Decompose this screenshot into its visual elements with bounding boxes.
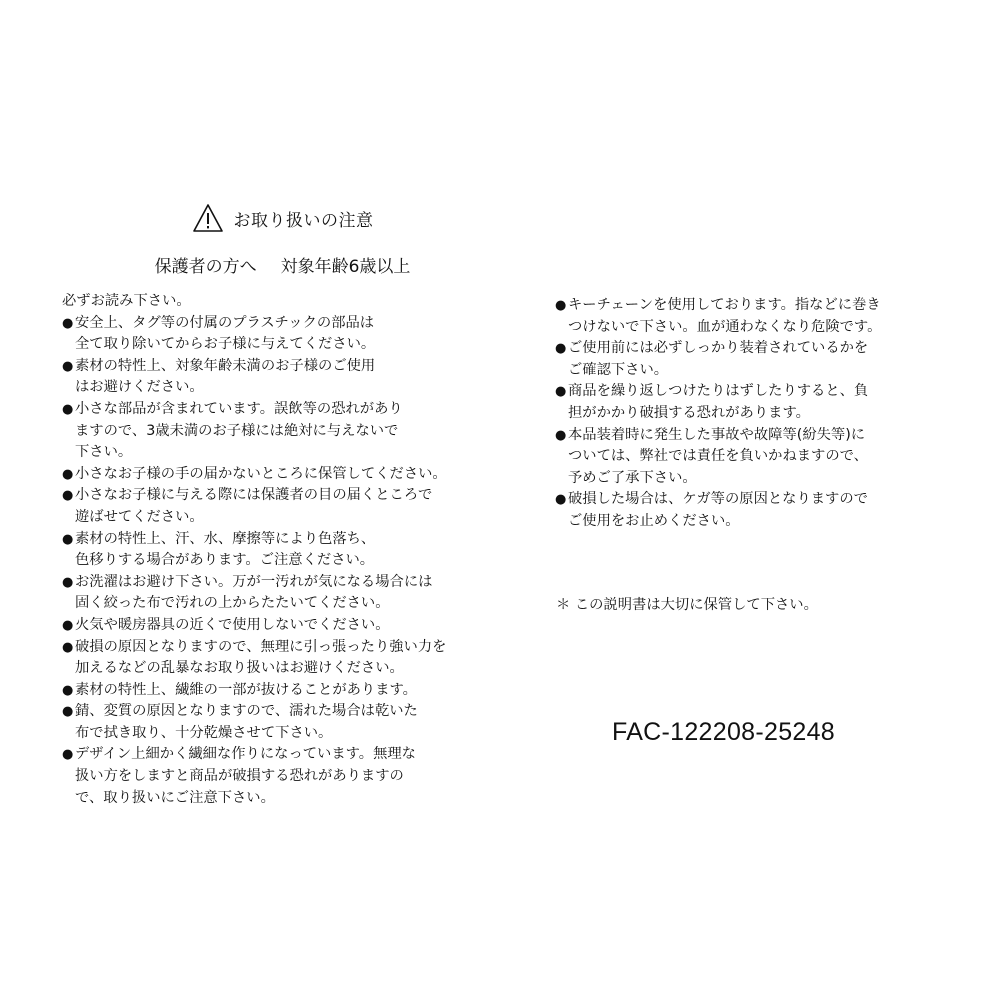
- product-code: FAC-122208-25248: [612, 718, 836, 746]
- caution-text-line: お洗濯はお避け下さい。万が一汚れが気になる場合には: [75, 573, 433, 590]
- caution-text-line: 遊ばせてください。: [75, 508, 204, 525]
- caution-text-line: ご使用前には必ずしっかり装着されているかを: [568, 340, 869, 357]
- guardian-label: 保護者の方へ: [154, 257, 257, 277]
- caution-text-line: 布で拭き取り、十分乾燥させて下さい。: [75, 724, 333, 741]
- caution-item: [62, 313, 462, 356]
- bullet-icon: ●: [62, 358, 74, 374]
- bullet-icon: ●: [62, 531, 74, 547]
- caution-text-line: 本品装着時に発生した事故や故障等(紛失等)に: [568, 426, 866, 443]
- age-label: 対象年齢6歳以上: [280, 257, 411, 277]
- caution-text-line: 小さな部品が含まれています。誤飲等の恐れがあり: [75, 400, 403, 417]
- caution-text-line: ついては、弊社では責任を負いかねますので、: [568, 448, 868, 465]
- bullet-icon: ●: [62, 574, 74, 590]
- bullet-icon: ●: [62, 466, 74, 482]
- caution-item: [62, 637, 462, 680]
- caution-item: [62, 399, 462, 464]
- caution-item: [62, 529, 462, 572]
- caution-text-line: キーチェーンを使用しております。指などに巻き: [568, 297, 881, 313]
- bullet-icon: ●: [62, 488, 74, 504]
- caution-text-line: 安全上、タグ等の付属のプラスチックの部品は: [75, 314, 375, 331]
- caution-item: [62, 701, 462, 744]
- subtitle-row: [0, 252, 565, 277]
- caution-text-line: 素材の特性上、繊維の一部が抜けることがあります。: [75, 681, 417, 698]
- caution-text-line: つけないで下さい。血が通わなくなり危険です。: [568, 318, 882, 335]
- bullet-icon: ●: [62, 639, 74, 655]
- caution-text-line: 小さなお子様の手の届かないところに保管してください。: [75, 465, 447, 482]
- caution-text-line: 小さなお子様に与える際には保護者の目の届くところで: [75, 487, 433, 504]
- caution-item: [555, 338, 945, 381]
- caution-item: [555, 295, 945, 338]
- caution-item: [555, 425, 945, 490]
- bullet-icon: ●: [555, 341, 567, 357]
- caution-text-line: はお避けください。: [75, 379, 204, 396]
- caution-text-line: 加えるなどの乱暴なお取り扱いはお避けください。: [75, 660, 404, 677]
- caution-item: [62, 485, 462, 528]
- bullet-icon: ●: [555, 384, 567, 400]
- bullet-icon: ●: [62, 315, 74, 331]
- left-column: [62, 291, 462, 809]
- caution-text-line: 予めご了承下さい。: [568, 469, 697, 486]
- caution-text-line: 色移りする場合があります。ご注意ください。: [75, 552, 375, 569]
- caution-item: [62, 464, 462, 486]
- caution-text-line: 担がかかり破損する恐れがあります。: [568, 404, 810, 421]
- title-row: [0, 200, 565, 236]
- left-item-list: [62, 313, 462, 810]
- caution-item: [62, 356, 462, 399]
- bullet-icon: ●: [62, 704, 74, 720]
- caution-text-line: 下さい。: [75, 444, 133, 461]
- caution-text-line: ご確認下さい。: [568, 361, 669, 378]
- intro-text: 必ずお読み下さい。: [62, 293, 191, 309]
- caution-item: [62, 744, 462, 809]
- caution-text-line: 素材の特性上、対象年齢未満のお子様のご使用: [75, 357, 376, 374]
- caution-text-line: 扱い方をしますと商品が破損する恐れがありますの: [75, 768, 404, 785]
- bullet-icon: ●: [555, 492, 567, 508]
- caution-item: [555, 489, 945, 532]
- storage-note: ＊ この説明書は大切に保管して下さい。: [556, 597, 818, 613]
- right-item-list: [555, 295, 945, 533]
- caution-text-line: 破損した場合は、ケガ等の原因となりますので: [568, 491, 868, 508]
- bullet-icon: ●: [555, 427, 567, 443]
- warning-triangle-icon: [192, 203, 224, 233]
- caution-text-line: 火気や暖房器具の近くで使用しないでください。: [75, 616, 390, 633]
- caution-text-line: 全て取り除いてからお子様に与えてください。: [75, 336, 376, 353]
- caution-text-line: デザイン上細かく繊細な作りになっています。無理な: [75, 746, 416, 763]
- caution-text-line: 素材の特性上、汗、水、摩擦等により色落ち、: [75, 530, 376, 547]
- bullet-icon: ●: [62, 682, 74, 698]
- bullet-icon: ●: [555, 298, 567, 313]
- caution-text-line: ご使用をお止めください。: [568, 512, 740, 529]
- caution-text-line: 錆、変質の原因となりますので、濡れた場合は乾いた: [75, 703, 418, 720]
- caution-text-line: 商品を繰り返しつけたりはずしたりすると、負: [568, 383, 869, 400]
- bullet-icon: ●: [62, 401, 74, 417]
- page-title: お取り扱いの注意: [233, 210, 374, 231]
- caution-text-line: ますので、3歳未満のお子様には絶対に与えないで: [75, 422, 399, 439]
- right-column: [555, 295, 945, 533]
- caution-text-line: で、取り扱いにご注意下さい。: [75, 789, 275, 806]
- caution-text-line: 固く絞った布で汚れの上からたたいてください。: [75, 595, 390, 612]
- bullet-icon: ●: [62, 617, 74, 633]
- caution-item: [62, 615, 462, 637]
- caution-item: [555, 381, 945, 424]
- bullet-icon: ●: [62, 747, 74, 763]
- caution-item: [62, 680, 462, 702]
- caution-item: [62, 572, 462, 615]
- caution-text-line: 破損の原因となりますので、無理に引っ張ったり強い力を: [75, 638, 447, 655]
